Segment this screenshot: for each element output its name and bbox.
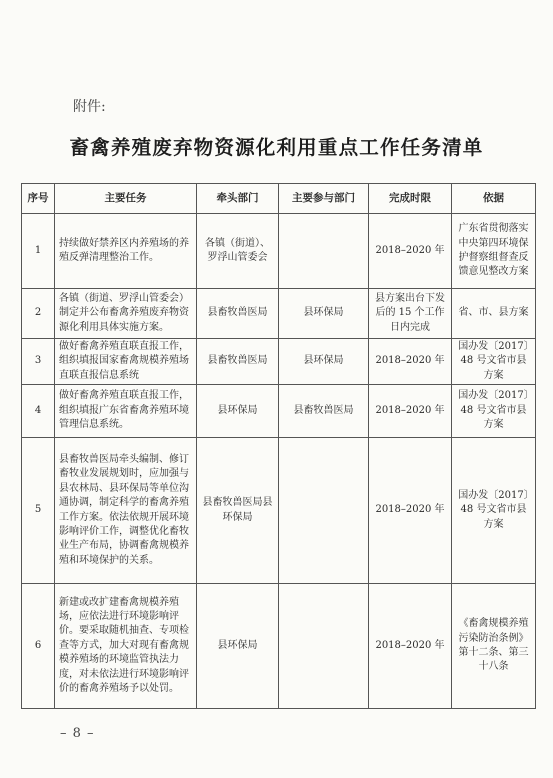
cell-basis: 国办发〔2017〕48 号文省市县方案 — [452, 438, 536, 584]
cell-lead: 县畜牧兽医局县环保局 — [197, 438, 279, 584]
cell-partner: 县畜牧兽医局 — [279, 385, 369, 438]
cell-basis: 广东省贯彻落实中央第四环境保护督察组督查反馈意见整改方案 — [452, 214, 536, 289]
cell-task: 做好畜禽养殖直联直报工作，组织填报广东省畜禽养殖环境管理信息系统。 — [55, 385, 197, 438]
cell-lead: 县畜牧兽医局 — [197, 339, 279, 385]
cell-partner: 县环保局 — [279, 289, 369, 339]
cell-partner — [279, 438, 369, 584]
cell-basis: 国办发〔2017〕48 号文省市县方案 — [452, 339, 536, 385]
table-row — [22, 438, 536, 584]
table-header-row — [22, 184, 536, 214]
cell-deadline: 2018–2020 年 — [369, 339, 452, 385]
cell-deadline: 2018–2020 年 — [369, 584, 452, 709]
document-title: 畜禽养殖废弃物资源化利用重点工作任务清单 — [69, 136, 484, 159]
cell-partner — [279, 214, 369, 289]
header-basis: 依据 — [452, 184, 536, 214]
table-row — [22, 385, 536, 438]
attachment-label: 附件: — [73, 99, 106, 115]
cell-deadline: 2018–2020 年 — [369, 214, 452, 289]
cell-basis: 《畜禽规模养殖污染防治条例》第十二条、第三十八条 — [452, 584, 536, 709]
header-partner: 主要参与部门 — [279, 184, 369, 214]
task-table — [21, 183, 536, 709]
cell-no: 5 — [22, 438, 55, 584]
cell-lead: 各镇（街道）、罗浮山管委会 — [197, 214, 279, 289]
table-row — [22, 289, 536, 339]
cell-no: 6 — [22, 584, 55, 709]
cell-partner — [279, 584, 369, 709]
cell-deadline: 县方案出台下发后的 15 个工作日内完成 — [369, 289, 452, 339]
cell-no: 3 — [22, 339, 55, 385]
header-task: 主要任务 — [55, 184, 197, 214]
cell-no: 2 — [22, 289, 55, 339]
cell-deadline: 2018–2020 年 — [369, 438, 452, 584]
cell-partner: 县环保局 — [279, 339, 369, 385]
cell-basis: 国办发〔2017〕48 号文省市县方案 — [452, 385, 536, 438]
cell-task: 新建或改扩建畜禽规模养殖场，应依法进行环境影响评价。要采取随机抽查、专项检查等方式，加大对现有畜禽规模养殖场的环境监管执法力度，对未依法进行环境影响评价的畜禽养殖场予以处罚。 — [55, 584, 197, 709]
page-number: – 8 – — [60, 726, 95, 741]
cell-lead: 县环保局 — [197, 385, 279, 438]
cell-lead: 县畜牧兽医局 — [197, 289, 279, 339]
cell-task: 持续做好禁养区内养殖场的养殖反弹清理整治工作。 — [55, 214, 197, 289]
header-deadline: 完成时限 — [369, 184, 452, 214]
table-row — [22, 584, 536, 709]
cell-lead: 县环保局 — [197, 584, 279, 709]
cell-no: 4 — [22, 385, 55, 438]
cell-no: 1 — [22, 214, 55, 289]
cell-task: 县畜牧兽医局牵头编制、修订畜牧业发展规划时，应加强与县农林局、县环保局等单位沟通协调，制定科学的畜禽养殖工作方案。依法依规开展环境影响评价工作，调整优化畜牧业生产布局，协调畜禽规模养殖和环境保护的关系。 — [55, 438, 197, 584]
cell-deadline: 2018–2020 年 — [369, 385, 452, 438]
header-lead: 牵头部门 — [197, 184, 279, 214]
cell-task: 各镇（街道、罗浮山管委会）制定并公布畜禽养殖废弃物资源化利用具体实施方案。 — [55, 289, 197, 339]
cell-basis: 省、市、县方案 — [452, 289, 536, 339]
header-no: 序号 — [22, 184, 55, 214]
table-row — [22, 214, 536, 289]
cell-task: 做好畜禽养殖直联直报工作，组织填报国家畜禽规模养殖场直联直报信息系统 — [55, 339, 197, 385]
table-row — [22, 339, 536, 385]
